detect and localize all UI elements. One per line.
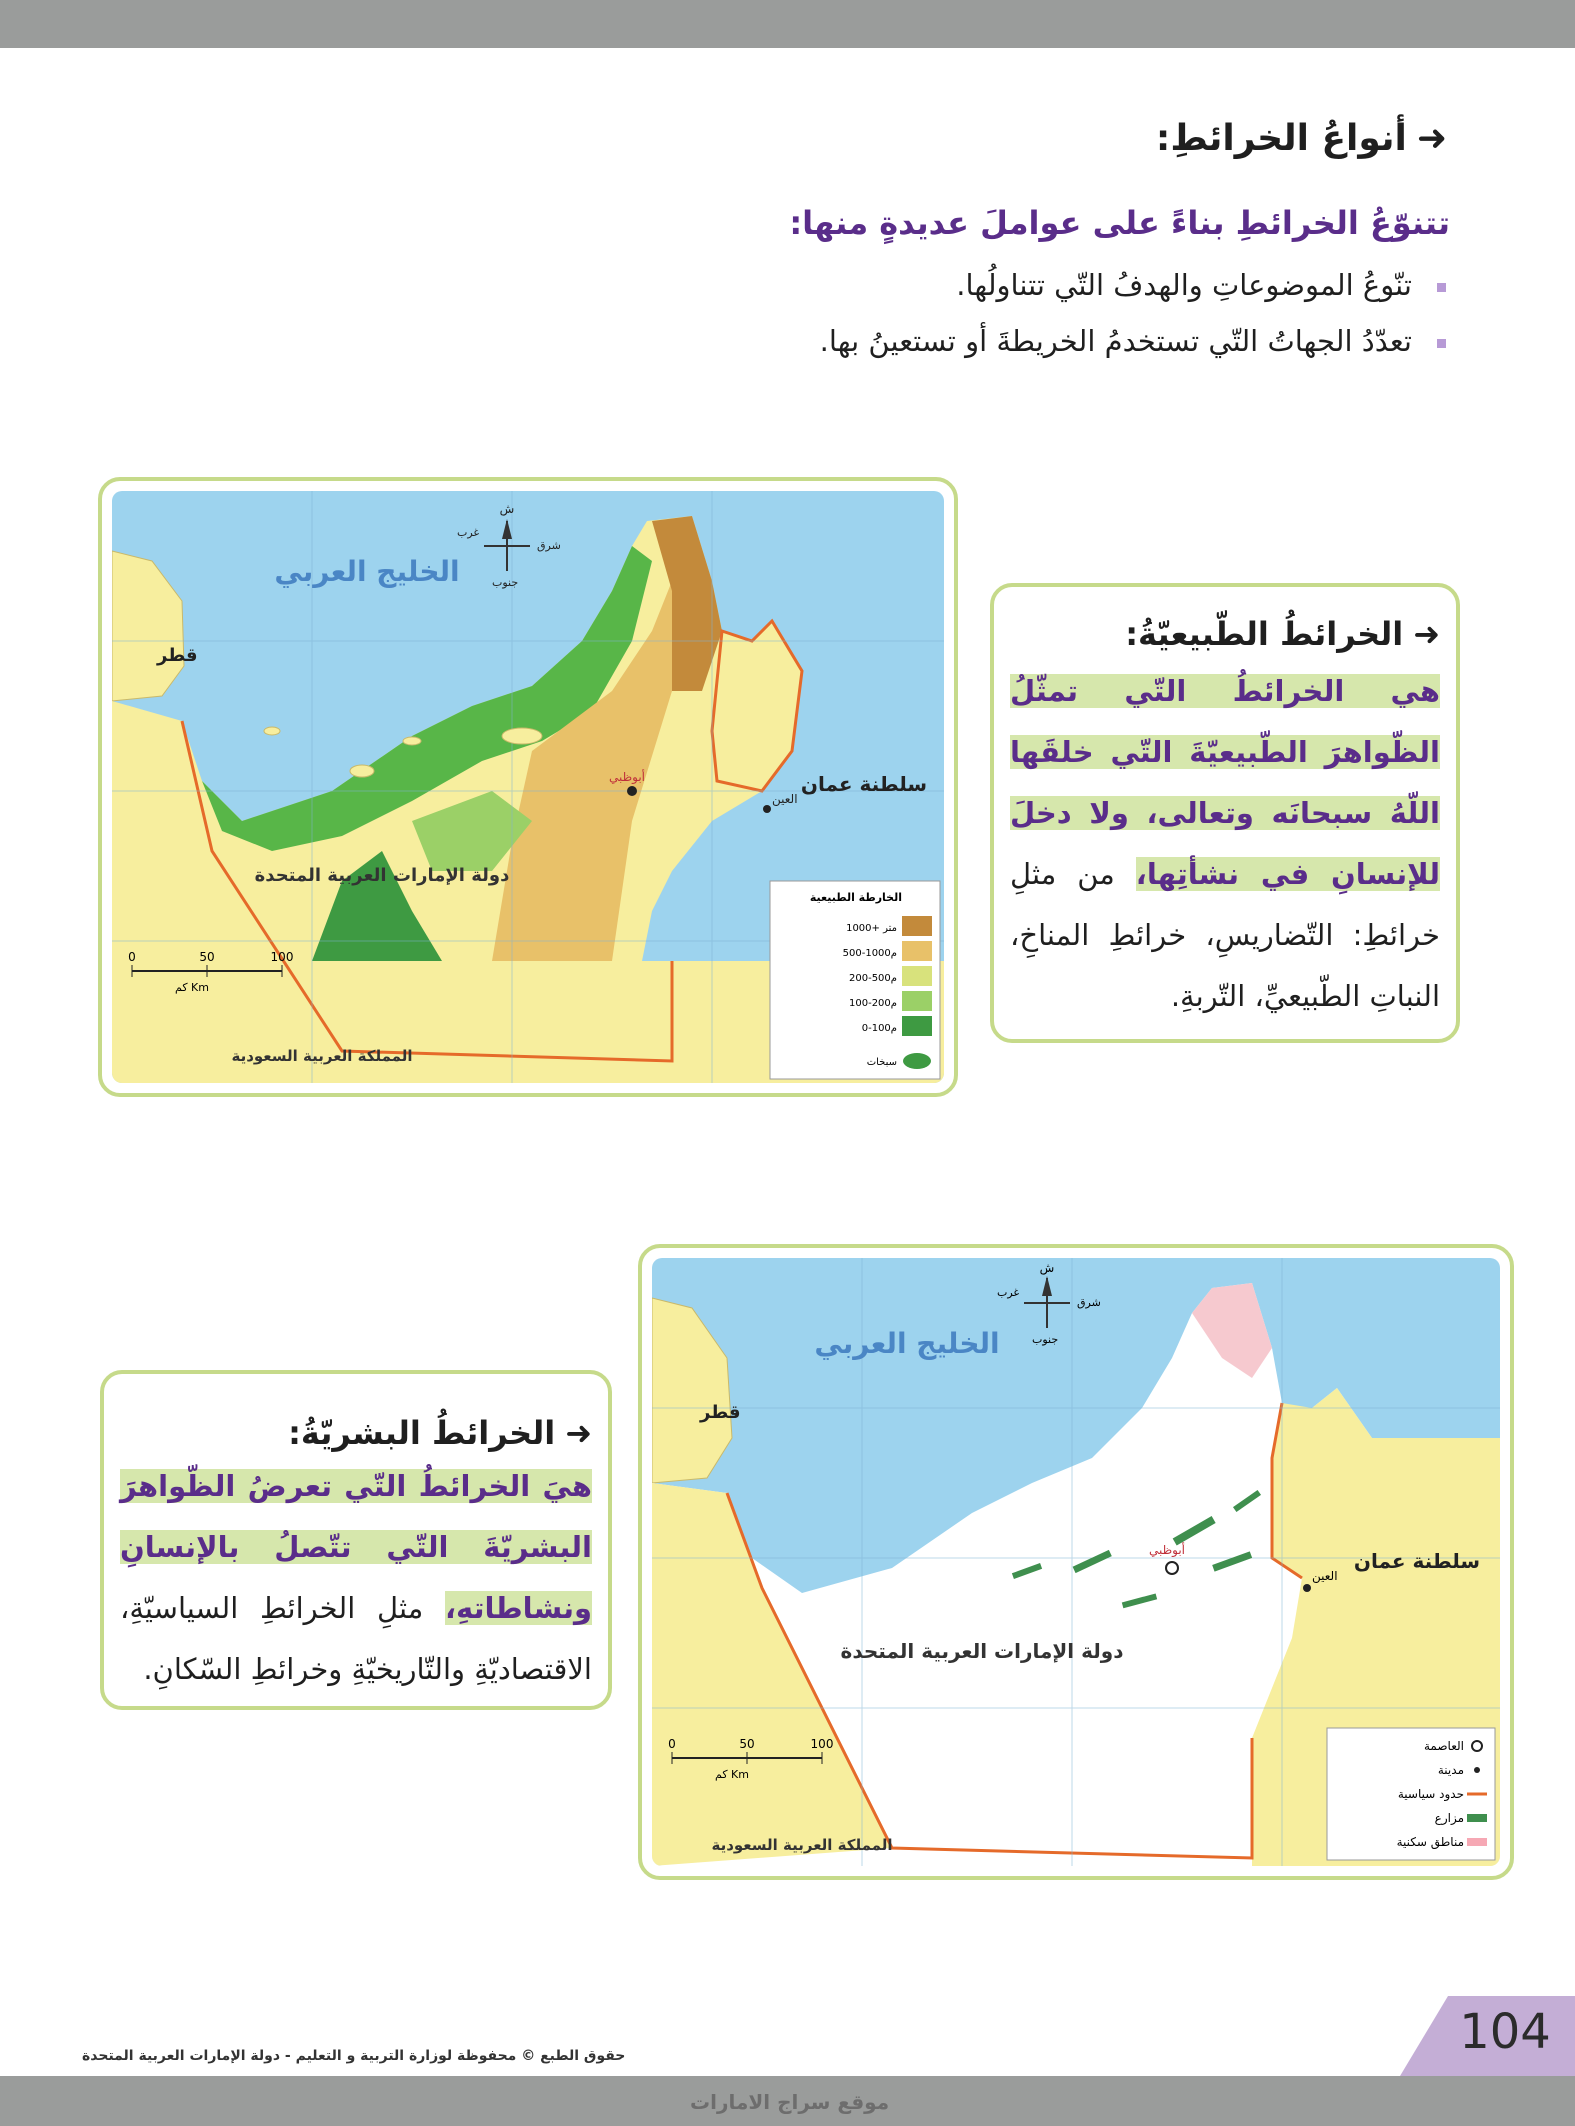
natural-map — [112, 491, 944, 1083]
compass-south-label: جنوب — [492, 576, 519, 589]
top-bar — [0, 0, 1575, 48]
natural-maps-box — [990, 583, 1460, 1043]
compass-east-label: شرق — [537, 539, 561, 552]
scale-hundred: 100 — [810, 1737, 834, 1751]
page-number: 104 — [1459, 2004, 1551, 2060]
gulf-label: الخليج العربي — [814, 1327, 1000, 1360]
bullet-icon — [1437, 339, 1446, 348]
compass-north-label: ش — [1039, 1261, 1055, 1275]
qatar-label: قطر — [700, 1402, 741, 1423]
natural-maps-examples: من مثلِ خرائطِ: التّضاريسِ، خرائطِ المناخِ، النباتِ الطّبيعيِّ، التّربةِ. — [1010, 857, 1440, 1013]
legend-item: حدود سياسية — [1397, 1787, 1464, 1801]
qatar-label: قطر — [157, 645, 198, 666]
scale-unit: كم Km — [715, 1768, 749, 1781]
natural-map-legend — [770, 881, 940, 1079]
natural-maps-heading: ➜الخرائطُ الطّبيعيّةُ: — [1125, 615, 1440, 653]
saudi-label: المملكة العربية السعودية — [231, 1047, 413, 1065]
copyright-text: حقوق الطبع © محفوظة لوزارة التربية و التعليم - دولة الإمارات العربية المتحدة — [82, 2048, 626, 2064]
human-maps-definition: هيَ الخرائطُ التّي تعرضُ الظّواهرَ البشريّةَ التّي تتّصلُ بالإنسانِ ونشاطاتهِ، — [120, 1469, 592, 1625]
ain-label: العين — [1312, 1569, 1338, 1583]
legend-item: سبخات — [866, 1057, 897, 1068]
scale-hundred: 100 — [270, 950, 294, 964]
saudi-label: المملكة العربية السعودية — [711, 1836, 893, 1854]
arrow-icon: ➜ — [565, 1414, 592, 1452]
legend-item: العاصمة — [1424, 1739, 1464, 1753]
human-maps-examples: مثلِ الخرائطِ السياسيّةِ، الاقتصاديّةِ والتّاريخيّةِ وخرائطِ السّكانِ. — [120, 1591, 592, 1686]
uae-label: دولة الإمارات العربية المتحدة — [840, 1639, 1124, 1663]
list-item: تنّوعُ الموضوعاتِ والهدفُ التّي تتناولُها. — [820, 268, 1450, 302]
watermark-text: موقع سراج الامارات — [690, 2090, 890, 2114]
oman-label: سلطنة عمان — [800, 772, 928, 796]
scale-fifty: 50 — [739, 1737, 755, 1751]
legend-item: 500-1000م — [842, 948, 897, 959]
scale-unit: كم Km — [175, 981, 209, 994]
gulf-label: الخليج العربي — [274, 555, 460, 588]
human-map-frame — [638, 1244, 1514, 1880]
abudhabi-label: أبوظبي — [1148, 1543, 1186, 1557]
compass-west-label: غرب — [457, 526, 480, 539]
natural-maps-definition: هي الخرائطُ التّي تمثّلُ الظّواهرَ الطّبيعيّةَ التّي خلقَها اللّهُ سبحانَه وتعالى، ولا دخلَ للإنسانِ في نشأتِها، — [1010, 674, 1440, 891]
human-maps-heading: ➜الخرائطُ البشريّةُ: — [288, 1414, 592, 1452]
compass-north-label: ش — [499, 502, 515, 516]
arrow-icon: ➜ — [1413, 615, 1440, 653]
human-map — [652, 1258, 1500, 1866]
legend-item: مدينة — [1437, 1763, 1464, 1777]
legend-item: مزارع — [1434, 1811, 1464, 1825]
abudhabi-marker-icon — [627, 786, 637, 796]
intro-text: تتنوّعُ الخرائطِ بناءً على عواملَ عديدةٍ منها: — [789, 204, 1450, 242]
uae-label: دولة الإمارات العربية المتحدة — [254, 865, 510, 886]
scale-zero: 0 — [128, 950, 136, 964]
scale-fifty: 50 — [199, 950, 215, 964]
legend-item: 0-100م — [861, 1023, 897, 1034]
legend-title: الخارطة الطبيعية — [809, 891, 902, 904]
human-map-legend — [1327, 1728, 1495, 1860]
human-maps-box — [100, 1370, 612, 1710]
ain-marker-icon — [1303, 1584, 1311, 1592]
oman-label: سلطنة عمان — [1353, 1549, 1481, 1573]
natural-map-frame — [98, 477, 958, 1097]
arrow-icon: ➜ — [1416, 118, 1447, 159]
legend-item: 200-500م — [849, 973, 897, 984]
bullet-list — [820, 268, 1450, 380]
legend-item: مناطق سكنية — [1396, 1835, 1464, 1849]
bullet-icon — [1437, 283, 1446, 292]
abudhabi-label: أبوظبي — [608, 770, 646, 784]
ain-label: العين — [772, 792, 798, 806]
list-item: تعدّدُ الجهاتُ التّي تستخدمُ الخريطةَ أو تستعينُ بها. — [820, 324, 1450, 358]
natural-maps-text — [1010, 661, 1440, 1027]
compass-west-label: غرب — [997, 1286, 1020, 1299]
ain-marker-icon — [763, 805, 771, 813]
section-title: ➜أنواعُ الخرائطِ: — [1155, 118, 1447, 159]
compass-east-label: شرق — [1077, 1296, 1101, 1309]
compass-south-label: جنوب — [1032, 1333, 1059, 1346]
legend-item: 1000+ متر — [846, 923, 897, 934]
scale-zero: 0 — [668, 1737, 676, 1751]
human-maps-text — [120, 1456, 592, 1700]
legend-item: 100-200م — [849, 998, 897, 1009]
